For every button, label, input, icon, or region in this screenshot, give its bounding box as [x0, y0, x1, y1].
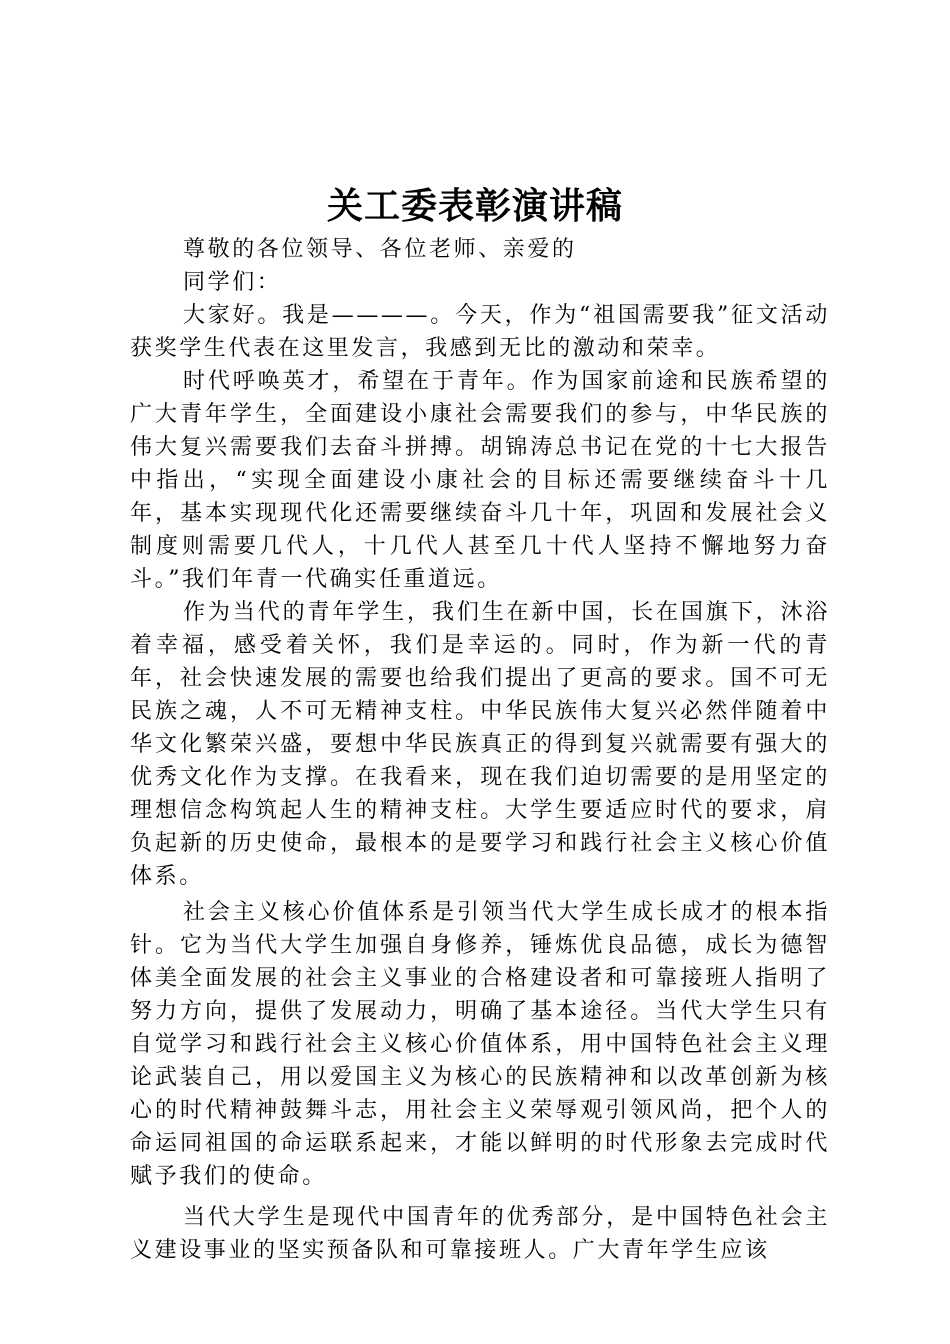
paragraph-core-values: 社会主义核心价值体系是引领当代大学生成长成才的根本指针。它为当代大学生加强自身修养，锤炼优良品德，成长为德智体美全面发展的社会主义事业的合格建设者和可靠接班人指明了努力方向，提供了发展动力，明确了基本途径。当代大学生只有自觉学习和践行社会主义核心价值体系，用中国特色社会主义理论武装自己，用以爱国主义为核心的民族精神和以改革创新为核心的时代精神鼓舞斗志，用社会主义荣辱观引领风尚，把个人的命运同祖国的命运联系起来，才能以鲜明的时代形象去完成时代赋予我们的使命。 [130, 900, 830, 1189]
document-title: 关工委表彰演讲稿 [326, 186, 623, 227]
salutation-line-2: 同学们： [183, 270, 282, 295]
paragraph-greeting: 大家好。我是————。今天，作为“祖国需要我”征文活动获奖学生代表在这里发言，我感到无比的激动和荣幸。 [130, 303, 830, 361]
paragraph-youth-students: 作为当代的青年学生，我们生在新中国，长在国旗下，沐浴着幸福，感受着关怀，我们是幸运的。同时，作为新一代的青年，社会快速发展的需要也给我们提出了更高的要求。国不可无民族之魂，人不可无精神支柱。中华民族伟大复兴必然伴随着中华文化繁荣兴盛，要想中华民族真正的得到复兴就需要有强大的优秀文化作为支撑。在我看来，现在我们迫切需要的是用坚定的理想信念构筑起人生的精神支柱。大学生要适应时代的要求，肩负起新的历史使命，最根本的是要学习和践行社会主义核心价值体系。 [130, 600, 830, 889]
document-body [130, 233, 830, 1267]
paragraph-era-calls: 时代呼唤英才，希望在于青年。作为国家前途和民族希望的广大青年学生，全面建设小康社会需要我们的参与，中华民族的伟大复兴需要我们去奋斗拼搏。胡锦涛总书记在党的十七大报告中指出，“实现全面建设小康社会的目标还需要继续奋斗十几年，基本实现现代化还需要继续奋斗几十年，巩固和发展社会义制度则需要几代人，十几代人甚至几十代人坚持不懈地努力奋斗。”我们年青一代确实任重道远。 [130, 369, 830, 592]
paragraph-contemporary-students: 当代大学生是现代中国青年的优秀部分，是中国特色社会主义建设事业的坚实预备队和可靠接班人。广大青年学生应该 [130, 1205, 830, 1263]
salutation-line-1: 尊敬的各位领导、各位老师、亲爱的 [183, 237, 577, 262]
